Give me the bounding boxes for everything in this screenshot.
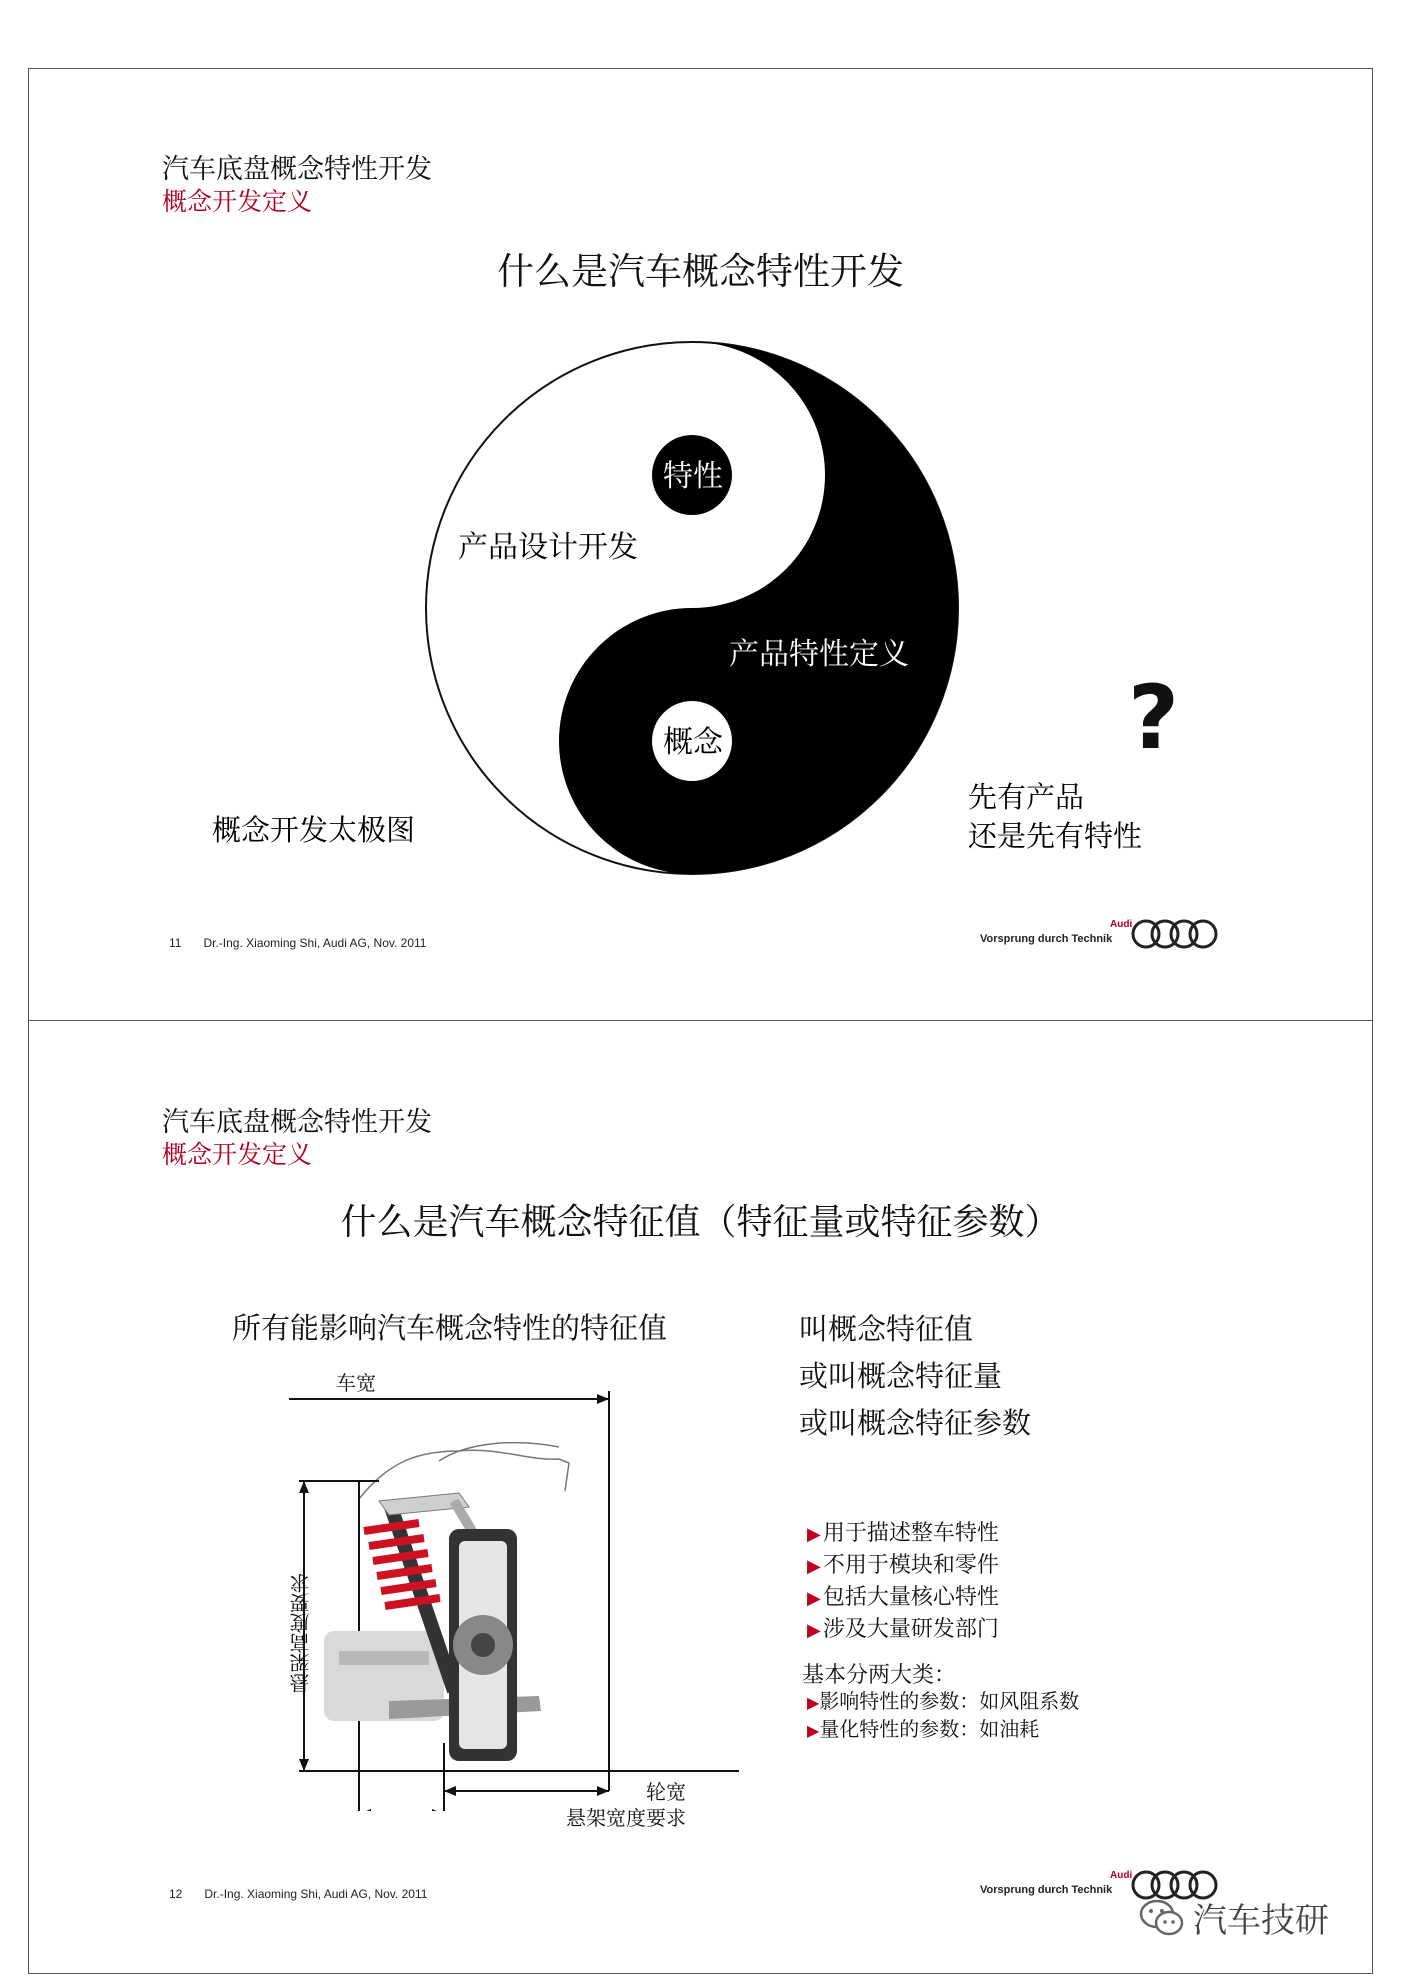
question-line-2: 还是先有特性 (968, 819, 1143, 853)
header-subtitle: 概念开发定义 (162, 1140, 313, 1169)
yinyang-diagram (424, 340, 960, 876)
classification-heading: 基本分两大类： (802, 1663, 957, 1688)
label-track-width: 轮宽 (646, 1780, 686, 1804)
alias-line: 叫概念特征值 (799, 1312, 974, 1346)
classification-list (807, 1688, 1079, 1744)
alias-line: 或叫概念特征量 (799, 1359, 1003, 1393)
question-mark: ? (1128, 666, 1180, 769)
list-item: ▶用于描述整车特性 (807, 1521, 999, 1546)
header-title: 汽车底盘概念特性开发 (162, 1107, 432, 1138)
suspension-diagram (269, 1351, 769, 1811)
footer-author: Dr.-Ing. Xiaoming Shi, Audi AG, Nov. 2011 (204, 1887, 428, 1901)
diagram-caption: 概念开发太极图 (212, 813, 416, 847)
left-heading: 所有能影响汽车概念特性的特征值 (232, 1311, 668, 1345)
footer (169, 1887, 427, 1901)
wechat-icon (1139, 1898, 1185, 1938)
audi-rings-logo (1130, 917, 1220, 951)
list-item: ▶影响特性的参数：如风阻系数 (807, 1689, 1080, 1713)
watermark (1139, 1893, 1329, 1942)
yinyang-dot-bottom-label: 概念 (663, 725, 723, 760)
yinyang-dot-top-label: 特性 (663, 459, 723, 494)
header-subtitle: 概念开发定义 (162, 187, 313, 216)
brand-name: Audi (1110, 1870, 1133, 1881)
feature-bullets (807, 1518, 999, 1646)
list-item: ▶涉及大量研发部门 (807, 1617, 999, 1642)
alias-line: 或叫概念特征参数 (799, 1406, 1032, 1440)
brand-slogan: Vorsprung durch Technik (980, 1884, 1113, 1896)
brand-slogan: Vorsprung durch Technik (980, 933, 1113, 945)
slide-11 (28, 68, 1373, 1021)
slide-title: 什么是汽车概念特征值（特征量或特征参数） (340, 1202, 1061, 1243)
brand-name: Audi (1110, 919, 1133, 930)
label-vehicle-width: 车宽 (336, 1371, 376, 1395)
slide-title: 什么是汽车概念特性开发 (497, 250, 904, 293)
label-height-requirement: 悬架高度要求 (289, 1573, 313, 1693)
header-title: 汽车底盘概念特性开发 (162, 154, 432, 185)
page-number: 11 (169, 936, 182, 950)
question-line-1: 先有产品 (968, 780, 1085, 814)
yinyang-black-label: 产品特性定义 (729, 637, 909, 672)
watermark-text: 汽车技研 (1193, 1901, 1329, 1941)
page-number: 12 (169, 1887, 183, 1901)
list-item: ▶量化特性的参数：如油耗 (807, 1717, 1040, 1741)
label-width-requirement: 悬架宽度要求 (566, 1806, 686, 1830)
footer (169, 936, 426, 950)
footer-author: Dr.-Ing. Xiaoming Shi, Audi AG, Nov. 2011 (203, 936, 427, 950)
alias-list (799, 1306, 1031, 1447)
slide-12 (28, 1021, 1373, 1974)
list-item: ▶不用于模块和零件 (807, 1553, 999, 1578)
list-item: ▶包括大量核心特性 (807, 1585, 999, 1610)
yinyang-white-label: 产品设计开发 (458, 530, 638, 565)
